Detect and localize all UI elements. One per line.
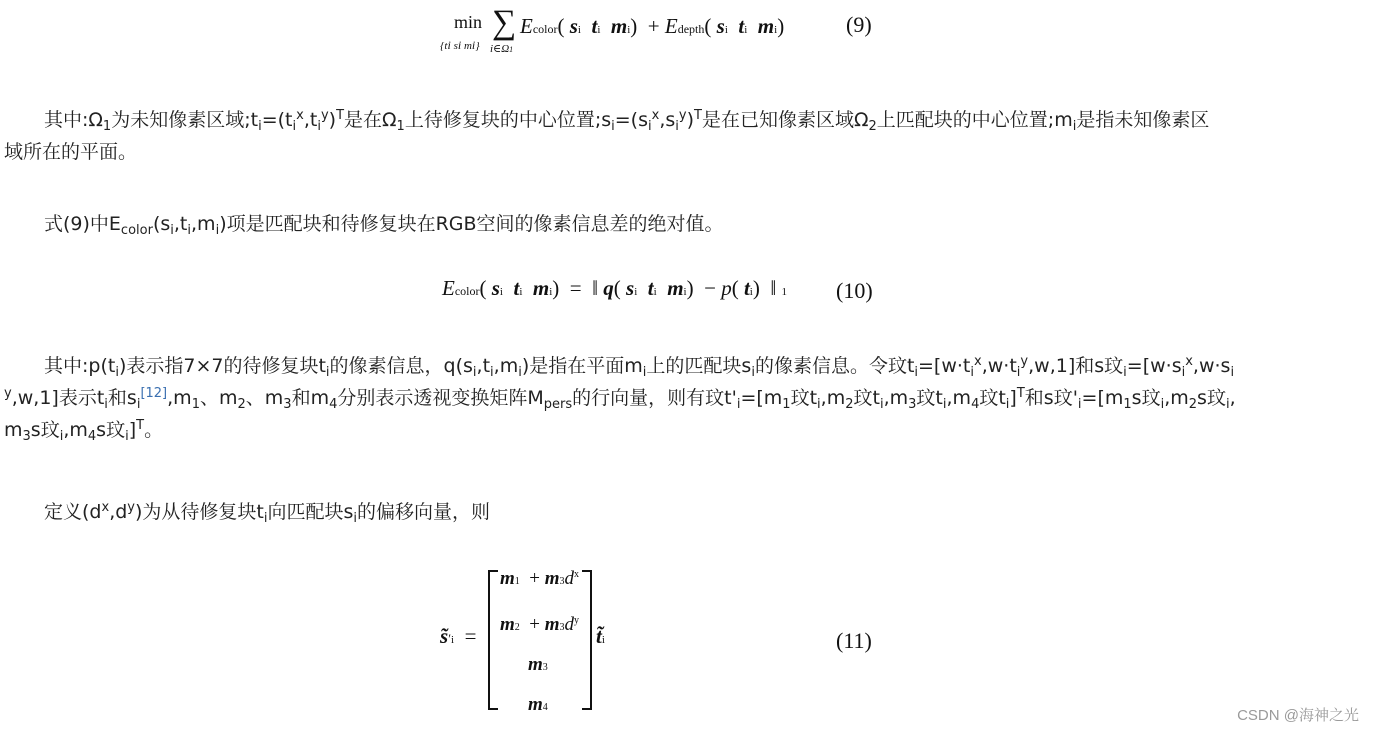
equation-9-number: (9) (846, 12, 872, 37)
paragraph-4: 定义$(d^x,d^y)$为从待修复块$t_i$向匹配块$s_i$的偏移向量，则 (44, 500, 491, 526)
matrix-right-bracket (582, 570, 592, 710)
paragraph-3 (4, 350, 1366, 446)
paragraph-3-line-3: $m_3s$玟$_i,m_4s$玟$_i$]$^T$。 (4, 418, 164, 444)
equation-10-number: (10) (836, 278, 873, 303)
paragraph-1 (4, 104, 1366, 168)
paragraph-1-line-2: 域所在的平面。 (4, 141, 138, 163)
equation-9: min {ti si mi} ∑ i∈Ω1 Ecolor( si ti mi) + Edepth( si ti mi) (440, 4, 785, 55)
paragraph-2: 式(9)中$E_{color}(s_i,t_i,m_i)$项是匹配块和待修复块在RGB空间的像素信息差的绝对值。 (44, 213, 724, 238)
equation-10: Ecolor( si ti mi) = ‖ q( si ti mi) − p( ti) ‖ 1 (442, 276, 787, 300)
matrix-left-bracket (488, 570, 498, 710)
paragraph-3-line-2: $^y$,w,1]表示$t_i$和$s_i[12],m_1$、$m_2$、$m_3$和$m_4$分别表示透视变换矩阵$M_{pers}$的行向量，则有玟$t'_i=[m_1$玟$t_i,m_2$玟$t_i,m_3$玟$t_i,m_4$玟$t_i]^T$和s玟'$_i=[m_1s$玟$_i,m_2s$玟$_i$, (4, 386, 1236, 412)
paragraph-1-line-1: 其中$:\Omega_1$为未知像素区域$;t_i=(t_i^x,t_i^y)^T$是在$\Omega_1$上待修复块的中心位置$;s_i=(s_i^x,s_i^y)^T$是在已知像素区域$\Omega_2$上匹配块的中心位置$;m_i$是指未知像素区 (44, 108, 1210, 134)
csdn-watermark: CSDN @海神之光 (1237, 707, 1359, 724)
equation-11-number: (11) (836, 628, 872, 653)
citation-link[interactable]: [12] (140, 386, 168, 401)
equation-11: s̃′i = $m1 + m3d^x$ $m2 + m3d^y$ m3 m4 t̃i (440, 568, 605, 715)
paragraph-3-line-1: 其中$:p(t_i)$表示指7×7的待修复块$t_i$的像素信息，$q(s_i,t_i,m_i)$是指在平面$m_i$上的匹配块$s_i$的像素信息。令玟$t_i=[w\cdot t_i^x,w\cdot t_i^y,w,1]$和s玟$_i=[w\cdot s_i^x,w\cdot s_i$ (44, 354, 1235, 380)
